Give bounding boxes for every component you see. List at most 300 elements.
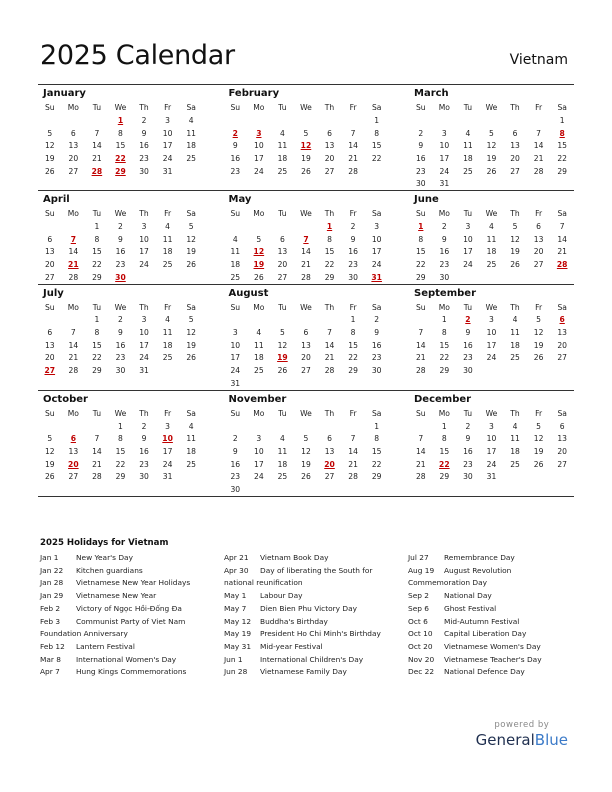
holiday-name: Ghost Festival: [444, 603, 497, 613]
day-cell: 1: [350, 315, 356, 325]
weekday-header: Tu: [463, 209, 473, 219]
day-cell: 14: [415, 340, 426, 350]
day-cell: 23: [439, 260, 450, 270]
holiday-item: [408, 552, 574, 565]
weekday-header: Sa: [371, 408, 382, 418]
holiday-date: Jun 28: [224, 667, 248, 677]
holiday-item: [408, 565, 574, 590]
weekday-header: Sa: [186, 408, 196, 418]
day-cell: 25: [486, 260, 497, 270]
day-cell: 1: [374, 115, 380, 125]
holiday-name: Hung Kings Commemorations: [76, 667, 187, 677]
holiday-name: Labour Day: [260, 591, 303, 601]
holiday-name: Vietnamese New Year Holidays: [76, 578, 191, 588]
day-cell: 29: [348, 366, 358, 376]
day-cell: 24: [139, 260, 149, 270]
empty-cell: [365, 483, 389, 496]
weekday-header: Th: [139, 209, 149, 219]
day-cell: 7: [418, 434, 424, 444]
day-cell: 11: [230, 247, 241, 257]
month-days-table: [38, 207, 203, 283]
day-cell: 3: [441, 128, 447, 138]
day-cell: 9: [374, 328, 380, 338]
day-cell: 20: [277, 260, 288, 270]
empty-cell: [365, 165, 389, 178]
weekday-header: Fr: [164, 103, 172, 112]
day-cell: 19: [510, 247, 520, 257]
weekday-header: Mo: [253, 302, 265, 312]
weekday-header: Th: [324, 103, 335, 112]
day-cell: 28: [348, 472, 358, 482]
empty-cell: [318, 314, 342, 327]
weekday-header: Th: [510, 103, 520, 112]
holiday-name: National Defence Day: [444, 667, 525, 677]
holiday-date: Sep 2: [408, 591, 429, 601]
day-cell: 26: [486, 166, 497, 176]
day-cell: 30: [139, 472, 149, 482]
month-name: April: [43, 194, 70, 206]
month-days-table: [224, 101, 389, 177]
day-cell: 24: [486, 459, 497, 469]
holiday-date: Feb 12: [40, 641, 65, 651]
day-cell: 10: [371, 234, 382, 244]
weekday-header: We: [114, 209, 127, 219]
empty-cell: [409, 420, 433, 433]
day-cell: 20: [557, 446, 568, 456]
day-cell: 3: [256, 434, 262, 444]
weekday-header: Su: [44, 103, 55, 112]
holiday-name: Vietnamese New Year: [76, 591, 157, 601]
day-cell: 18: [510, 446, 520, 456]
weekday-header: Fr: [535, 408, 543, 418]
weekday-header: Fr: [535, 209, 543, 219]
empty-cell: [179, 364, 203, 377]
day-cell: 16: [115, 247, 126, 257]
empty-cell: [503, 364, 527, 377]
day-cell: 22: [371, 459, 382, 469]
day-cell: 15: [371, 141, 382, 151]
powered-by-label: powered by: [494, 720, 550, 730]
weekday-header: We: [485, 209, 498, 219]
day-cell: 16: [139, 141, 149, 151]
holiday-item: [224, 641, 390, 654]
weekday-header: Th: [510, 408, 520, 418]
day-cell: 28: [68, 366, 79, 376]
day-cell: 2: [418, 128, 424, 138]
holiday-day-cell: 1: [418, 221, 424, 231]
holiday-item: [40, 577, 206, 590]
day-cell: 5: [47, 434, 53, 444]
day-cell: 12: [486, 141, 497, 151]
day-cell: 11: [186, 434, 197, 444]
weekday-header: Sa: [371, 209, 382, 219]
day-cell: 30: [439, 272, 450, 282]
weekday-header: Tu: [278, 302, 287, 312]
day-cell: 29: [415, 272, 426, 282]
day-cell: 17: [486, 446, 497, 456]
holiday-column: [224, 552, 390, 679]
day-cell: 28: [324, 366, 335, 376]
holiday-day-cell: 7: [303, 234, 309, 244]
empty-cell: [503, 177, 527, 190]
empty-cell: [271, 114, 295, 127]
day-cell: 12: [533, 434, 544, 444]
weekday-header: Su: [415, 103, 426, 112]
weekday-header: Su: [44, 209, 55, 219]
day-cell: 1: [94, 221, 100, 231]
empty-cell: [550, 177, 574, 190]
day-cell: 23: [115, 260, 126, 270]
holiday-column: [408, 552, 574, 679]
day-cell: 31: [162, 472, 173, 482]
empty-cell: [503, 470, 527, 483]
day-cell: 23: [348, 260, 358, 270]
day-cell: 11: [186, 128, 197, 138]
holiday-date: May 19: [224, 629, 252, 639]
day-cell: 25: [510, 353, 520, 363]
day-cell: 18: [186, 446, 197, 456]
day-cell: 2: [465, 421, 471, 431]
weekday-header: Su: [230, 408, 241, 418]
grid-bottom-divider: [38, 496, 574, 497]
day-cell: 24: [139, 353, 149, 363]
empty-cell: [271, 314, 295, 327]
day-cell: 19: [486, 153, 497, 163]
day-cell: 21: [415, 353, 426, 363]
holiday-column: [40, 552, 206, 679]
holiday-item: [40, 565, 206, 578]
day-cell: 9: [465, 328, 471, 338]
day-cell: 22: [324, 260, 335, 270]
day-cell: 10: [254, 446, 264, 456]
weekday-header: Sa: [186, 302, 196, 312]
page-title: 2025 Calendar: [40, 40, 235, 71]
holiday-date: Jan 28: [40, 578, 64, 588]
day-cell: 16: [439, 247, 450, 257]
day-cell: 29: [92, 272, 102, 282]
day-cell: 27: [68, 166, 79, 176]
day-cell: 21: [324, 353, 335, 363]
day-cell: 13: [44, 247, 55, 257]
day-cell: 22: [92, 260, 102, 270]
day-cell: 24: [162, 153, 173, 163]
holiday-name: Vietnam Book Day: [260, 553, 329, 562]
day-cell: 30: [463, 366, 473, 376]
day-cell: 4: [512, 421, 518, 431]
day-cell: 12: [186, 328, 197, 338]
holiday-date: Jan 29: [40, 591, 64, 601]
day-cell: 29: [371, 472, 382, 482]
weekday-header: Sa: [186, 209, 196, 219]
day-cell: 6: [559, 421, 565, 431]
day-cell: 8: [94, 234, 100, 244]
day-cell: 7: [70, 328, 76, 338]
day-cell: 10: [139, 234, 149, 244]
day-cell: 25: [186, 459, 197, 469]
weekday-header: Mo: [253, 103, 265, 112]
day-cell: 25: [254, 366, 264, 376]
weekday-header: We: [114, 103, 127, 112]
holiday-item: [40, 603, 206, 616]
day-cell: 11: [277, 446, 288, 456]
day-cell: 6: [536, 221, 542, 231]
holiday-date: Oct 20: [408, 641, 433, 651]
day-cell: 21: [348, 459, 358, 469]
day-cell: 6: [279, 234, 285, 244]
day-cell: 22: [439, 353, 450, 363]
weekday-header: We: [300, 408, 312, 418]
empty-cell: [62, 220, 86, 233]
holiday-date: May 12: [224, 616, 252, 626]
day-cell: 31: [139, 366, 149, 376]
month-name: March: [414, 88, 449, 99]
day-cell: 13: [557, 434, 568, 444]
holiday-date: Sep 6: [408, 603, 429, 613]
weekday-header: Th: [139, 302, 149, 312]
day-cell: 22: [415, 260, 426, 270]
day-cell: 15: [439, 340, 450, 350]
day-cell: 21: [68, 353, 79, 363]
day-cell: 1: [441, 421, 447, 431]
day-cell: 16: [371, 340, 382, 350]
day-cell: 6: [303, 328, 309, 338]
holiday-name: August Revolution Commemoration Day: [408, 565, 512, 588]
day-cell: 17: [486, 340, 497, 350]
empty-cell: [365, 377, 389, 390]
day-cell: 20: [68, 153, 79, 163]
day-cell: 2: [141, 421, 147, 431]
empty-cell: [433, 114, 457, 127]
weekday-header: Fr: [164, 209, 172, 219]
day-cell: 5: [279, 328, 285, 338]
day-cell: 17: [371, 247, 382, 257]
empty-cell: [456, 271, 480, 284]
day-cell: 20: [301, 353, 311, 363]
weekday-header: We: [114, 408, 127, 418]
day-cell: 16: [463, 340, 473, 350]
holiday-date: Dec 22: [408, 667, 435, 677]
day-cell: 23: [415, 166, 426, 176]
holiday-item: [408, 666, 574, 679]
day-cell: 19: [301, 459, 311, 469]
weekday-header: Sa: [371, 302, 382, 312]
day-cell: 19: [44, 459, 55, 469]
holiday-item: [40, 552, 206, 565]
day-cell: 26: [186, 260, 197, 270]
day-cell: 19: [301, 153, 311, 163]
day-cell: 21: [557, 247, 568, 257]
holiday-date: Mar 8: [40, 654, 61, 664]
empty-cell: [179, 165, 203, 178]
day-cell: 5: [47, 128, 53, 138]
day-cell: 13: [324, 141, 335, 151]
weekday-header: Su: [230, 209, 241, 219]
empty-cell: [550, 271, 574, 284]
weekday-header: Tu: [92, 408, 102, 418]
brand-name: [476, 731, 568, 749]
day-cell: 4: [279, 128, 285, 138]
day-cell: 22: [92, 353, 102, 363]
day-cell: 2: [118, 315, 123, 325]
holiday-day-cell: 31: [371, 272, 382, 282]
weekday-header: We: [300, 103, 312, 112]
day-cell: 25: [277, 472, 288, 482]
day-cell: 23: [230, 472, 241, 482]
day-cell: 21: [348, 153, 358, 163]
empty-cell: [85, 420, 109, 433]
day-cell: 23: [115, 353, 126, 363]
day-cell: 6: [47, 328, 53, 338]
holiday-item: [408, 628, 574, 641]
holiday-date: Oct 6: [408, 616, 428, 626]
day-cell: 1: [94, 315, 100, 325]
month-days-table: [38, 301, 203, 377]
day-cell: 14: [557, 234, 568, 244]
weekday-header: Mo: [438, 103, 450, 112]
day-cell: 27: [301, 366, 311, 376]
weekday-header: Tu: [463, 103, 473, 112]
day-cell: 1: [118, 421, 123, 431]
empty-cell: [480, 177, 504, 190]
month-days-table: [409, 207, 574, 283]
day-cell: 14: [348, 446, 358, 456]
day-cell: 9: [418, 141, 424, 151]
day-cell: 15: [415, 247, 426, 257]
day-cell: 19: [533, 340, 544, 350]
empty-cell: [318, 377, 342, 390]
day-cell: 18: [486, 247, 497, 257]
empty-cell: [294, 114, 318, 127]
holiday-name: International Children's Day: [260, 654, 364, 664]
day-cell: 29: [557, 166, 568, 176]
weekday-header: Th: [324, 209, 335, 219]
empty-cell: [38, 420, 62, 433]
holiday-day-cell: 19: [277, 353, 288, 363]
day-cell: 31: [486, 472, 497, 482]
day-cell: 26: [533, 459, 544, 469]
empty-cell: [527, 364, 551, 377]
holiday-day-cell: 28: [556, 260, 568, 270]
day-cell: 7: [350, 434, 356, 444]
day-cell: 27: [510, 166, 520, 176]
empty-cell: [38, 220, 62, 233]
day-cell: 21: [533, 153, 544, 163]
day-cell: 14: [324, 340, 335, 350]
month-november: [224, 391, 389, 496]
day-cell: 18: [463, 153, 473, 163]
weekday-header: Tu: [92, 302, 102, 312]
holiday-name: Vietnamese Women's Day: [444, 641, 541, 651]
holiday-item: [224, 654, 390, 667]
day-cell: 13: [324, 446, 335, 456]
day-cell: 15: [92, 247, 102, 257]
day-cell: 24: [254, 472, 264, 482]
day-cell: 6: [70, 128, 76, 138]
day-cell: 13: [510, 141, 520, 151]
day-cell: 8: [94, 328, 100, 338]
day-cell: 20: [533, 247, 544, 257]
empty-cell: [62, 314, 86, 327]
day-cell: 15: [92, 340, 102, 350]
holiday-day-cell: 1: [117, 115, 124, 125]
day-cell: 26: [277, 366, 288, 376]
empty-cell: [341, 114, 365, 127]
weekday-header: We: [300, 302, 312, 312]
month-october: [38, 391, 203, 496]
month-march: [409, 85, 574, 190]
weekday-header: Fr: [349, 209, 357, 219]
day-cell: 20: [557, 340, 568, 350]
weekday-header: Su: [415, 302, 426, 312]
day-cell: 24: [463, 260, 473, 270]
month-name: May: [228, 194, 252, 206]
weekday-header: Mo: [67, 302, 79, 312]
empty-cell: [38, 114, 62, 127]
weekday-header: Tu: [463, 408, 473, 418]
day-cell: 26: [301, 472, 311, 482]
day-cell: 30: [371, 366, 382, 376]
weekday-header: Fr: [535, 302, 543, 312]
day-cell: 17: [162, 446, 173, 456]
weekday-header: Tu: [92, 209, 102, 219]
empty-cell: [318, 114, 342, 127]
month-may: [224, 191, 389, 283]
day-cell: 17: [254, 153, 264, 163]
day-cell: 13: [301, 340, 311, 350]
holiday-name: Buddha's Birthday: [260, 616, 328, 626]
weekday-header: We: [485, 408, 498, 418]
holiday-item: [40, 616, 206, 641]
brand-logo[interactable]: [476, 720, 568, 749]
day-cell: 29: [439, 472, 450, 482]
day-cell: 2: [118, 221, 123, 231]
month-name: September: [414, 287, 476, 299]
day-cell: 27: [68, 472, 79, 482]
day-cell: 18: [186, 141, 197, 151]
weekday-header: Fr: [535, 103, 543, 112]
day-cell: 12: [510, 234, 520, 244]
holiday-day-cell: 22: [439, 459, 450, 469]
holiday-date: Feb 2: [40, 603, 61, 613]
empty-cell: [224, 420, 248, 433]
empty-cell: [224, 314, 248, 327]
empty-cell: [85, 114, 109, 127]
day-cell: 22: [557, 153, 568, 163]
holiday-day-cell: 29: [115, 166, 126, 176]
day-cell: 8: [441, 328, 447, 338]
empty-cell: [271, 483, 295, 496]
empty-cell: [179, 271, 203, 284]
day-cell: 24: [439, 166, 450, 176]
day-cell: 24: [230, 366, 241, 376]
weekday-header: Th: [510, 209, 520, 219]
day-cell: 28: [415, 366, 426, 376]
empty-cell: [550, 364, 574, 377]
day-cell: 11: [254, 340, 264, 350]
month-june: [409, 191, 574, 283]
month-name: July: [43, 287, 64, 299]
day-cell: 20: [510, 153, 520, 163]
day-cell: 14: [533, 141, 544, 151]
day-cell: 30: [230, 484, 241, 494]
day-cell: 11: [510, 328, 520, 338]
weekday-header: Th: [324, 302, 335, 312]
holiday-date: Apr 21: [224, 553, 249, 562]
day-cell: 27: [324, 472, 335, 482]
day-cell: 12: [533, 328, 544, 338]
weekday-header: Tu: [463, 302, 473, 312]
holiday-item: [224, 628, 390, 641]
